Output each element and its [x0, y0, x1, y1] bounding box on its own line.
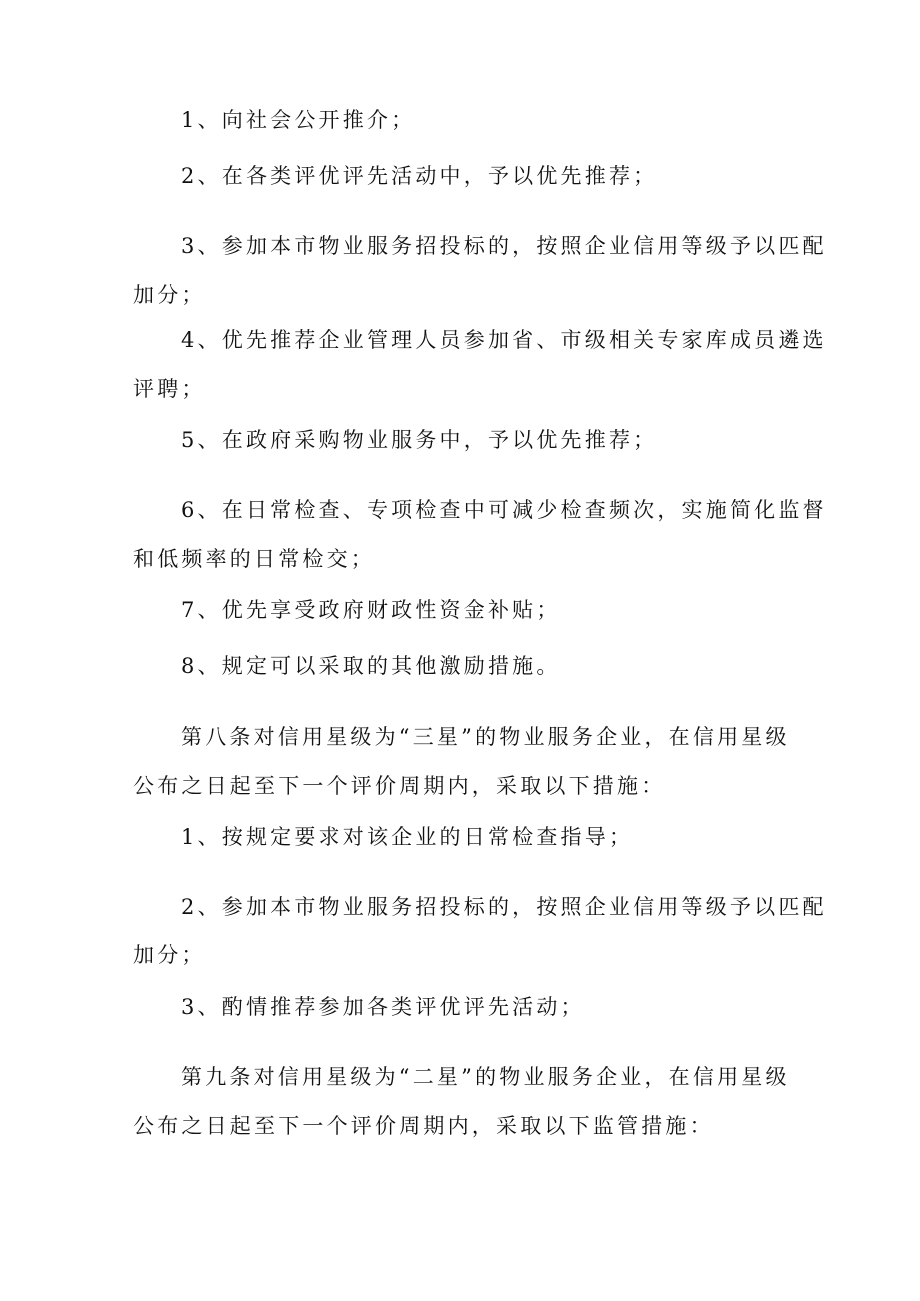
- article-9-line-1: 第九条对信用星级为“二星”的物业服务企业，在信用星级: [181, 1065, 790, 1089]
- list-item-3-line-2: 加分；: [133, 283, 206, 307]
- measure-item-1: 1、按规定要求对该企业的日常检查指导；: [181, 825, 634, 849]
- list-item-4-line-1: 4、优先推荐企业管理人员参加省、市级相关专家库成员遴选: [181, 328, 827, 352]
- list-item-6-line-2: 和低频率的日常检交；: [133, 547, 375, 571]
- article-8-line-2: 公布之日起至下一个评价周期内，采取以下措施：: [133, 774, 666, 798]
- measure-item-2-line-1: 2、参加本市物业服务招投标的，按照企业信用等级予以匹配: [181, 895, 827, 919]
- article-9-line-2: 公布之日起至下一个评价周期内，采取以下监管措施：: [133, 1114, 714, 1138]
- list-item-7: 7、优先享受政府财政性资金补贴；: [181, 598, 561, 622]
- list-item-2: 2、在各类评优评先活动中，予以优先推荐；: [181, 164, 658, 188]
- measure-item-3: 3、酌情推荐参加各类评优评先活动；: [181, 995, 585, 1019]
- article-8-line-1: 第八条对信用星级为“三星”的物业服务企业，在信用星级: [181, 725, 790, 749]
- list-item-6-line-1: 6、在日常检查、专项检查中可减少检查频次，实施简化监督: [181, 498, 827, 522]
- measure-item-2-line-2: 加分；: [133, 943, 206, 967]
- list-item-4-line-2: 评聘；: [133, 377, 206, 401]
- list-item-3-line-1: 3、参加本市物业服务招投标的，按照企业信用等级予以匹配: [181, 234, 827, 258]
- list-item-8: 8、规定可以采取的其他激励措施。: [181, 654, 561, 678]
- list-item-1: 1、向社会公开推介；: [181, 108, 416, 132]
- list-item-5: 5、在政府采购物业服务中，予以优先推荐；: [181, 428, 658, 452]
